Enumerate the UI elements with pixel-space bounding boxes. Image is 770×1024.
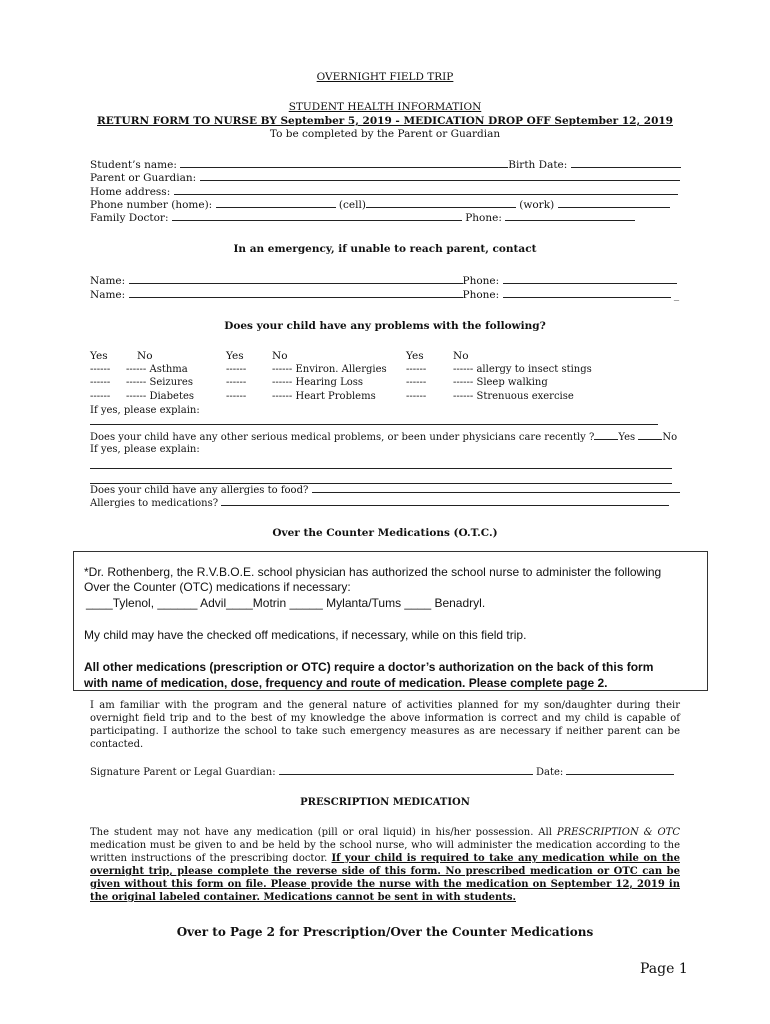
signature-row xyxy=(90,766,674,778)
phone-row xyxy=(90,199,670,211)
med-allergy-field[interactable] xyxy=(221,497,669,506)
serious-no-label: No xyxy=(662,432,678,443)
form-subtitle: STUDENT HEALTH INFORMATION xyxy=(288,101,482,113)
yes-header: Yes xyxy=(226,350,244,362)
family-doctor-field[interactable] xyxy=(172,212,462,221)
otc-line-1: *Dr. Rothenberg, the R.V.B.O.E. school physician has authorized the school nurse to administer the following xyxy=(84,565,662,579)
problem-row-hearing-loss[interactable]: ------ ------ Hearing Loss xyxy=(226,377,363,388)
student-name-row xyxy=(90,159,681,171)
page-number: Page 1 xyxy=(640,961,688,977)
emergency-phone-label: Phone: xyxy=(462,289,500,301)
consent-paragraph: I am familiar with the program and the general nature of activities planned for my son/daughter during their overnight field trip and to the best of my knowledge the above information is correct and my child is capable of participating. I authorize the school to take such emergency measures as are necessary if neither parent can be contacted. xyxy=(90,700,680,750)
emergency-phone-label: Phone: xyxy=(462,275,500,287)
work-label: (work) xyxy=(519,199,555,211)
problem-row-seizures[interactable]: ------ ------ Seizures xyxy=(90,377,193,388)
cell-label: (cell) xyxy=(338,199,366,211)
problem-row-diabetes[interactable]: ------ ------ Diabetes xyxy=(90,391,195,402)
parent-row xyxy=(90,172,680,184)
form-title: OVERNIGHT FIELD TRIP xyxy=(316,71,454,83)
family-doctor-row xyxy=(90,212,635,224)
student-name-field[interactable] xyxy=(180,159,508,168)
emergency-row-1 xyxy=(90,275,677,287)
otc-authorization-box xyxy=(73,551,708,691)
food-allergy-row xyxy=(90,484,680,496)
trailing-underscore: _ xyxy=(673,289,680,301)
med-allergy-label: Allergies to medications? xyxy=(90,498,219,509)
birth-date-label: Birth Date: xyxy=(508,159,568,171)
explain-field[interactable] xyxy=(90,468,672,469)
problem-row-asthma[interactable]: ------ ------ Asthma xyxy=(90,364,188,375)
problem-row-environ-allergies[interactable]: ------ ------ Environ. Allergies xyxy=(226,364,387,375)
parent-label: Parent or Guardian: xyxy=(90,172,197,184)
home-address-field[interactable] xyxy=(174,186,678,195)
otc-heading: Over the Counter Medications (O.T.C.) xyxy=(272,527,498,539)
food-allergy-field[interactable] xyxy=(312,484,680,493)
med-allergy-row xyxy=(90,497,669,509)
prescription-paragraph: The student may not have any medication (pill or oral liquid) in his/her possession. All PRESCRIPTION & OTC medication must be given to and be held by the school nurse, who will administer the medication according to the written instructions of the prescribing doctor. If your child is required to take any medication while on the overnight trip, please complete the reverse side of this form. No prescribed medication or OTC can be given without this form on file. Please provide the nurse with the medication on September 12, 2019 in the original labeled container. Medications cannot be sent in with students. xyxy=(90,827,680,903)
birth-date-field[interactable] xyxy=(571,159,681,168)
emergency-row-2 xyxy=(90,289,679,301)
food-allergy-label: Does your child have any allergies to food? xyxy=(90,485,309,496)
emergency-name-label: Name: xyxy=(90,275,126,287)
serious-problems-row xyxy=(90,431,677,443)
phone-home-label: Phone number (home): xyxy=(90,199,213,211)
signature-field[interactable] xyxy=(279,766,533,775)
otc-bold-line-1: All other medications (prescription or OTC) require a doctor’s authorization on the back of this form xyxy=(84,660,654,674)
emergency-heading: In an emergency, if unable to reach parent, contact xyxy=(233,243,537,255)
phone-home-field[interactable] xyxy=(216,199,336,208)
otc-checked-note: My child may have the checked off medications, if necessary, while on this field trip. xyxy=(84,628,527,642)
home-address-label: Home address: xyxy=(90,186,171,198)
serious-yes-label: Yes xyxy=(618,432,636,443)
serious-problems-question: Does your child have any other serious medical problems, or been under physicians care recently ? xyxy=(90,432,595,443)
no-header: No xyxy=(137,350,153,362)
explain-label: If yes, please explain: xyxy=(90,405,200,416)
signature-date-label: Date: xyxy=(535,767,564,778)
student-name-label: Student’s name: xyxy=(90,159,177,171)
problem-row-strenuous-exercise[interactable]: ------ ------ Strenuous exercise xyxy=(406,391,574,402)
cell-field[interactable] xyxy=(366,199,516,208)
serious-no-field[interactable] xyxy=(638,431,662,440)
yes-header: Yes xyxy=(90,350,108,362)
doctor-phone-field[interactable] xyxy=(505,212,635,221)
signature-date-field[interactable] xyxy=(566,766,674,775)
completed-by-note: To be completed by the Parent or Guardian xyxy=(269,128,501,140)
problem-row-sleep-walking[interactable]: ------ ------ Sleep walking xyxy=(406,377,548,388)
problem-row-insect-stings[interactable]: ------ ------ allergy to insect stings xyxy=(406,364,592,375)
emergency-name-label: Name: xyxy=(90,289,126,301)
parent-field[interactable] xyxy=(200,172,680,181)
otc-medication-checklist[interactable]: ____Tylenol, ______ Advil____Motrin _____ Mylanta/Tums ____ Benadryl. xyxy=(86,596,486,610)
emergency-name-field[interactable] xyxy=(129,289,463,298)
return-deadline: RETURN FORM TO NURSE BY September 5, 2019 - MEDICATION DROP OFF September 12, 2019 xyxy=(97,115,673,127)
otc-line-2: Over the Counter (OTC) medications if necessary: xyxy=(84,580,351,594)
work-field[interactable] xyxy=(558,199,670,208)
emergency-name-field[interactable] xyxy=(129,275,463,284)
problem-row-heart-problems[interactable]: ------ ------ Heart Problems xyxy=(226,391,376,402)
emergency-phone-field[interactable] xyxy=(503,289,671,298)
no-header: No xyxy=(272,350,288,362)
over-to-page-2: Over to Page 2 for Prescription/Over the Counter Medications xyxy=(176,925,594,939)
home-address-row xyxy=(90,186,678,198)
yes-header: Yes xyxy=(406,350,424,362)
explain-label: If yes, please explain: xyxy=(90,444,200,455)
explain-field[interactable] xyxy=(90,424,658,425)
serious-yes-field[interactable] xyxy=(594,431,618,440)
emergency-phone-field[interactable] xyxy=(503,275,677,284)
prescription-heading: PRESCRIPTION MEDICATION xyxy=(300,797,470,808)
no-header: No xyxy=(453,350,469,362)
family-doctor-label: Family Doctor: xyxy=(90,212,169,224)
doctor-phone-label: Phone: xyxy=(465,212,502,224)
signature-label: Signature Parent or Legal Guardian: xyxy=(90,767,276,778)
otc-bold-line-2: with name of medication, dose, frequency and route of medication. Please complete page 2. xyxy=(84,676,608,690)
problems-heading: Does your child have any problems with the following? xyxy=(224,320,546,332)
